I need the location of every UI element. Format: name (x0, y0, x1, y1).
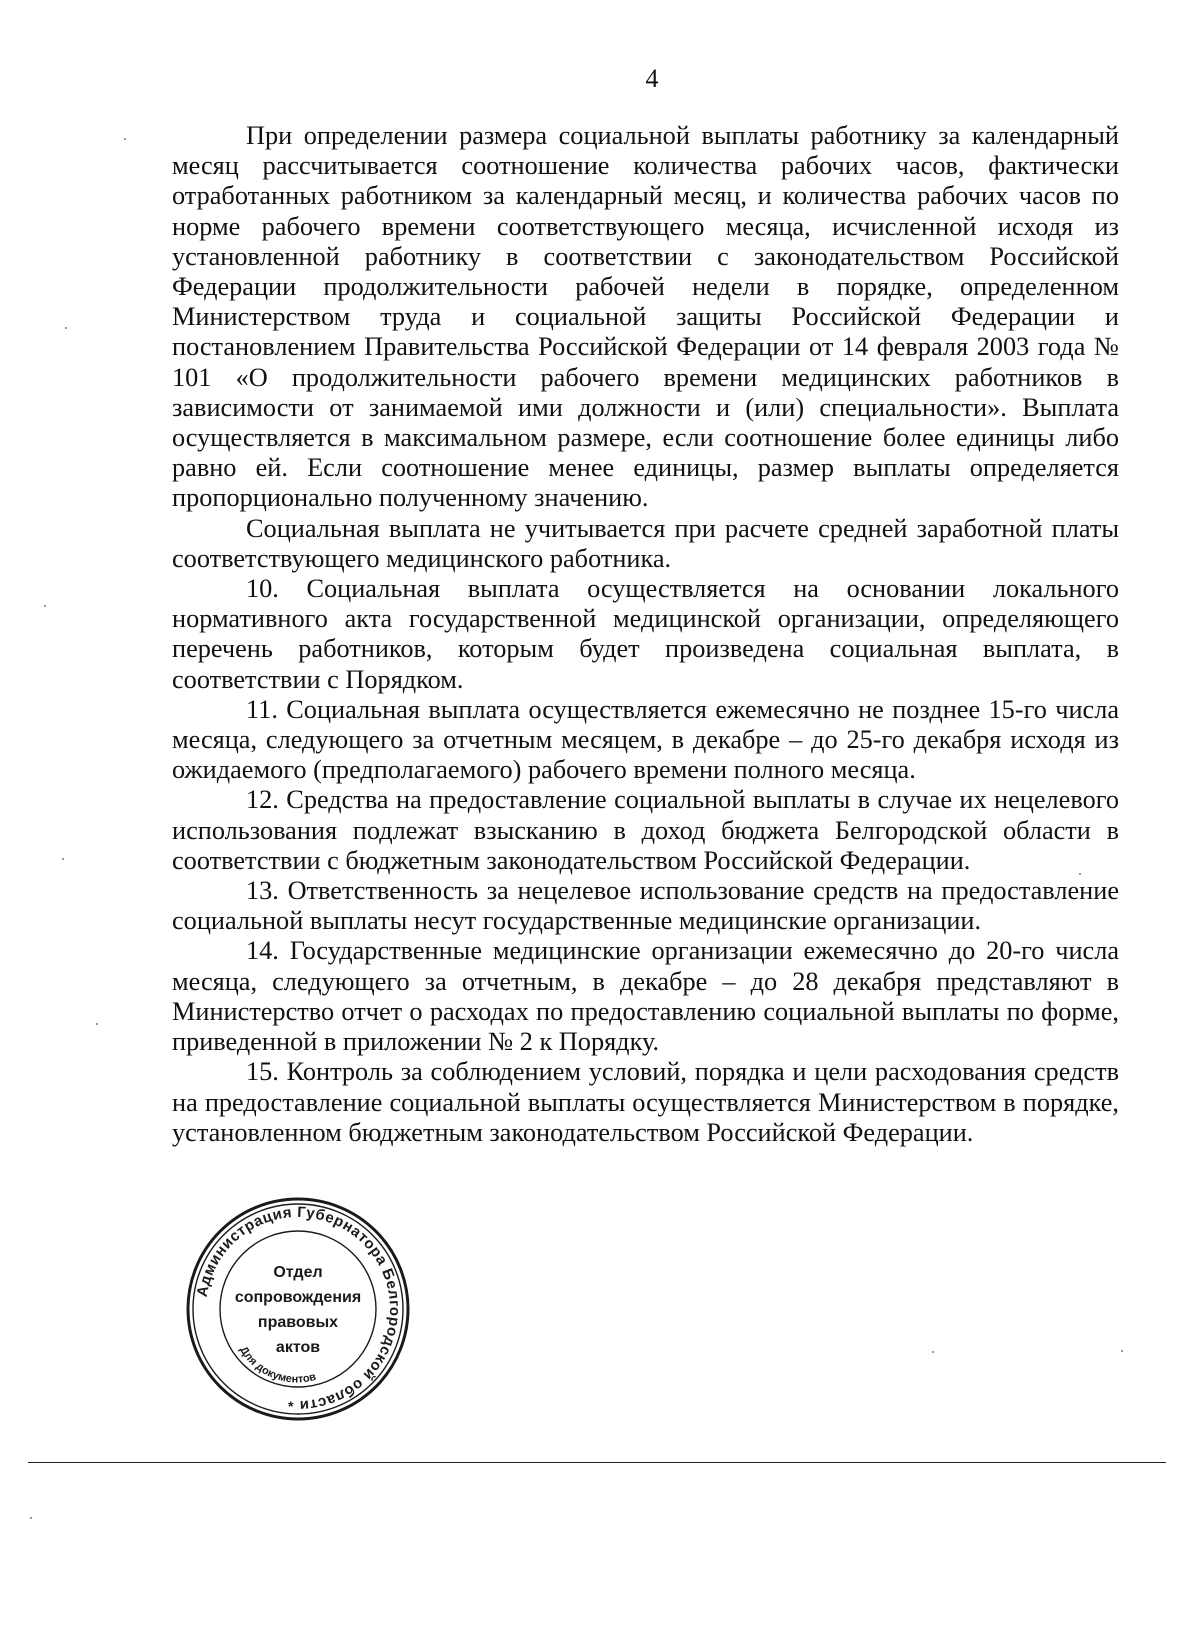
scan-speck (30, 1517, 32, 1519)
scan-speck (96, 1023, 98, 1025)
scan-speck (62, 858, 64, 860)
page-number: 4 (645, 64, 659, 93)
official-seal-stamp (185, 1196, 411, 1422)
paragraph-average-salary-note: Социальная выплата не учитывается при расчете средней заработной платы соответствующего медицинского работника. (172, 513, 1119, 573)
document-body (172, 121, 1119, 1148)
paragraph-item-13: 13. Ответственность за нецелевое использование средств на предоставление социальной выплаты несут государственные медицинские организации. (172, 876, 1119, 936)
scan-speck (1079, 873, 1081, 875)
seal-inner-ring-text: Для документов (237, 1344, 318, 1386)
scan-speck (65, 327, 67, 329)
scan-speck (124, 138, 126, 140)
page-bottom-divider (28, 1462, 1166, 1463)
seal-line-4: актов (275, 1339, 321, 1356)
paragraph-item-11: 11. Социальная выплата осуществляется ежемесячно не позднее 15-го числа месяца, следующего за отчетным месяцем, в декабре – до 25-го декабря исходя из ожидаемого (предполагаемого) рабочего времени полного месяца. (172, 694, 1119, 785)
paragraph-item-14: 14. Государственные медицинские организации ежемесячно до 20-го числа месяца, следующего за отчетным, в декабре – до 28 декабря представляют в Министерство отчет о расходах по предоставлению социальной выплаты по форме, приведенной в приложении № 2 к Порядку. (172, 936, 1119, 1057)
paragraph-social-payment-calculation: При определении размера социальной выплаты работнику за календарный месяц рассчитывается соотношение количества рабочих часов, фактически отработанных работником за календарный месяц, и количества рабочих часов по норме рабочего времени соответствующего месяца, исчисленной исходя из установленной работнику в соответствии с законодательством Российской Федерации продолжительности рабочей недели в порядке, определенном Министерством труда и социальной защиты Российской Федерации и постановлением Правительства Российской Федерации от 14 февраля 2003 года № 101 «О продолжительности рабочего времени медицинских работников в зависимости от занимаемой ими должности и (или) специальности». Выплата осуществляется в максимальном размере, если соотношение более единицы либо равно ей. Если соотношение менее единицы, размер выплаты определяется пропорционально полученному значению. (172, 121, 1119, 513)
seal-line-1: Отдел (273, 1264, 323, 1281)
seal-line-3: правовых (257, 1314, 339, 1331)
paragraph-item-15: 15. Контроль за соблюдением условий, порядка и цели расходования средств на предоставление социальной выплаты осуществляется Министерством в порядке, установленном бюджетным законодательством Российской Федерации. (172, 1057, 1119, 1147)
seal-line-2: сопровождения (234, 1289, 362, 1306)
paragraph-item-10: 10. Социальная выплата осуществляется на основании локального нормативного акта государственной медицинской организации, определяющего перечень работников, которым будет произведена социальная выплата, в соответствии с Порядком. (172, 574, 1119, 694)
scan-speck (44, 605, 46, 607)
paragraph-item-12: 12. Средства на предоставление социальной выплаты в случае их нецелевого использования подлежат взысканию в доход бюджета Белгородской области в соответствии с бюджетным законодательством Российской Федерации. (172, 785, 1119, 875)
seal-star-icon: * (288, 1398, 294, 1414)
scan-speck (1121, 1350, 1123, 1352)
scan-speck (932, 1351, 934, 1353)
seal-center-text (185, 1260, 411, 1360)
seal-outer-ring-text: Администрация Губернатора Белгородской области (193, 1203, 404, 1415)
